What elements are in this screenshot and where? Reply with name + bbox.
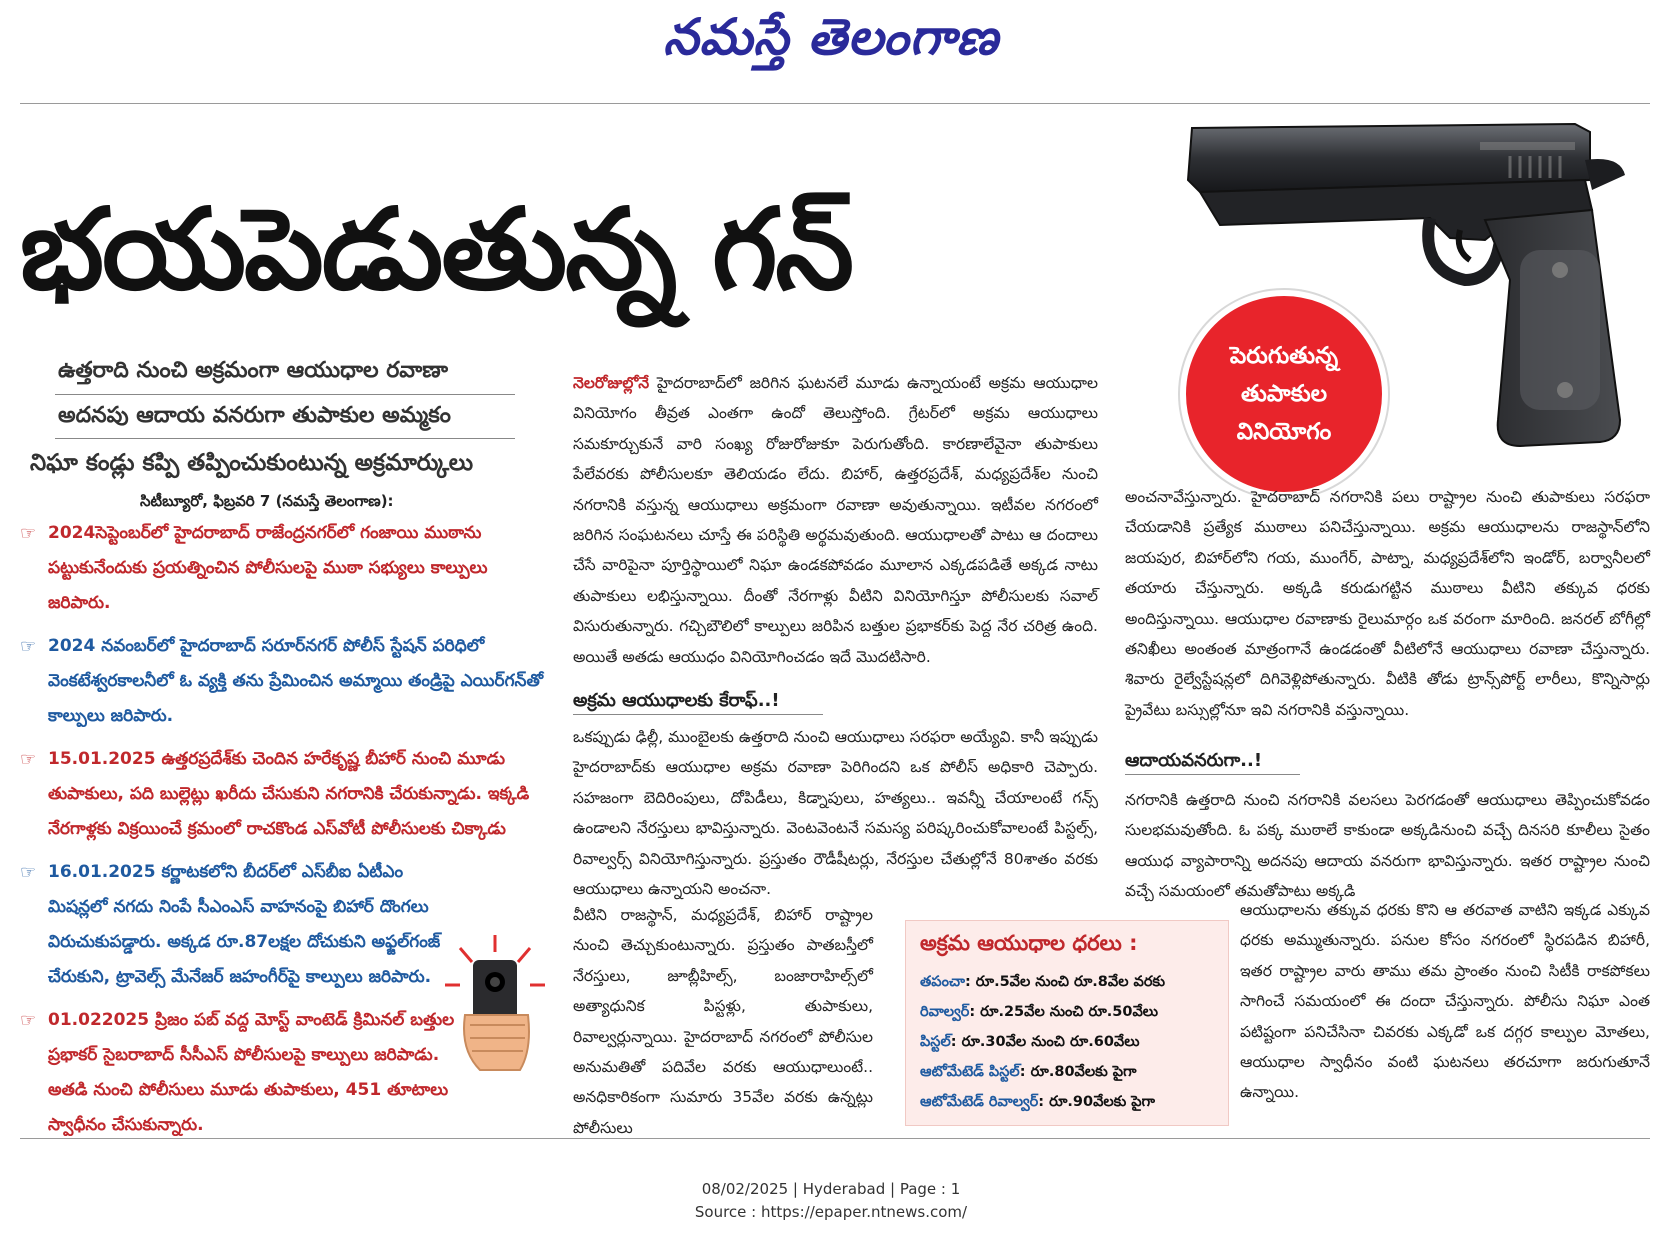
article-column-3: అంచనావేస్తున్నారు. హైదరాబాద్ నగరానికి పలు రాష్ట్రాల నుంచి తుపాకులు సరఫరా చేయడానికి ప్రత్యేక ముఠాలు పనిచేస్తున్నాయి. అక్రమ ఆయుధాలను రాజస్థాన్‌లోని జయపుర, బిహార్‌లోని గయ, ముంగేర్, పాట్నా, మధ్యప్రదేశ్‌లోని ఇండోర్, బర్వానీలలో తయారు చేస్తున్నారు. అక్కడి కరుడుగట్టిన ముఠాలు వీటిని తక్కువ ధరకు అందిస్తున్నాయి. ఆయుధాల రవాణాకు రైలుమార్గం ఒక వరంగా మారింది. జనరల్ బోగీల్లో తనిఖీలు అంతంత మాత్రంగానే ఉండడంతో వీటిలోనే ఆయుధాలు రవాణా చేస్తున్నారు. శివారు రైల్వేస్టేషన్లలో దిగివెళ్లిపోతున్నారు. వీటికి తోడు ట్రాన్స్‌పోర్ట్ లారీలు, కొన్నిసార్లు ప్రైవేటు బస్సుల్లోనూ ఇవి నగరానికి వస్తున్నాయి. — [1125, 488, 1650, 719]
incident-text: 2024సెప్టెంబర్‌లో హైదరాబాద్ రాజేంద్రనగర్‌లో గంజాయి ముఠాను పట్టుకునేందుకు ప్రయత్నించిన పోలీసులపై ముఠా సభ్యులు కాల్పులు జరిపారు. — [48, 523, 488, 613]
pointing-hand-icon: ☞ — [20, 636, 37, 657]
badge-line-3: వినియోగం — [1236, 419, 1332, 445]
incident-item — [18, 855, 458, 995]
headline: భయపెడుతున్న గన్ — [20, 185, 852, 315]
subhead-2: అదనపు ఆదాయ వనరుగా తుపాకుల అమ్మకం — [58, 403, 451, 428]
article-body: హైదరాబాద్‌లో జరిగిన ఘటనలే మూడు ఉన్నాయంటే అక్రమ ఆయుధాల వినియోగం తీవ్రత ఎంతగా ఉందో తెలుస్తోంది. గ్రేటర్‌లో అక్రమ ఆయుధాలు సమకూర్చుకునే వారి సంఖ్య రోజురోజుకూ పెరుగుతోంది. కారణాలేవైనా తుపాకులు పేలేవరకు పోలీసులకూ తెలియడం లేదు. బిహార్, ఉత్తరప్రదేశ్, మధ్యప్రదేశ్‌ల నుంచి నగరానికి వస్తున్న ఆయుధాలు అక్రమంగా రవాణా అవుతున్నాయి. ఇటీవల నగరంలో జరిగిన సంఘటనలు చూస్తే ఈ పరిస్థితి అర్థమవుతుంది. ఆయుధాలతో పాటు ఆ దందాలు చేసే వారిపైనా పూర్తిస్థాయిలో నిఘా ఉండకపోవడం మూలాన ఎక్కడపడితే అక్కడ నాటు తుపాకులు లభిస్తున్నాయి. దీంతో నేరగాళ్లు వీటిని వినియోగిస్తూ పోలీసులకు సవాల్ విసురుతున్నారు. గచ్చిబౌలిలో కాల్పులు జరిపిన బత్తుల ప్రభాకర్‌కు పెద్ద నేర చరిత్ర ఉంది. అయితే అతడు ఆయుధం వినియోగించడం ఇదే మొదటిసారి. — [573, 374, 1098, 666]
price-item-name: తపంచా — [920, 974, 965, 990]
price-item-value: : రూ.25వేల నుంచి రూ.50వేలు — [969, 1004, 1159, 1020]
price-item-name: రివాల్వర్ — [920, 1004, 970, 1020]
pointing-hand-icon: ☞ — [20, 1010, 37, 1031]
article-column-3-lower: ఆయుధాలను తక్కువ ధరకు కొని ఆ తరవాత వాటిని ఇక్కడ ఎక్కువ ధరకు అమ్ముతున్నారు. పనుల కోసం నగరంలో స్థిరపడిన బిహారీ, ఇతర రాష్ట్రాల వారు తాము తమ ప్రాంతం నుంచి సిటీకి రాకపోకలు సాగించే సమయంలో ఈ దందా చేస్తున్నారు. పోలీసు నిఘా ఎంత పటిష్టంగా పనిచేసినా చివరకు ఎక్కడో ఒక దగ్గర కాల్పుల మోతలు, ఆయుధాల స్వాధీనం వంటి ఘటనలు తరచూగా జరుగుతూనే ఉన్నాయి. — [1240, 901, 1650, 1102]
subhead-rule-1 — [55, 394, 515, 395]
incident-item — [18, 1003, 458, 1143]
masthead-rule — [20, 103, 1650, 104]
badge-line-2: తుపాకుల — [1241, 381, 1327, 407]
badge-circle — [1180, 290, 1388, 498]
pointing-hand-icon: ☞ — [20, 749, 37, 770]
incident-item — [18, 629, 548, 734]
incident-item — [18, 742, 548, 847]
article-column-2-continued: ఒకప్పుడు ఢిల్లీ, ముంబైలకు ఉత్తరాది నుంచి ఆయుధాలు సరఫరా అయ్యేవి. కానీ ఇప్పుడు హైదరాబాద్‌కు ఆయుధాల అక్రమ రవాణా పెరిగిందని ఒక పోలీస్ అధికారి చెప్పారు. సహజంగా బెదిరింపులు, దోపిడీలు, కిడ్నాపులు, హత్యలు.. ఇవన్నీ చేయాలంటే గన్స్ ఉండాలని నేరస్తులు భావిస్తున్నారు. వెంటవెంటనే సమస్య పరిష్కరించుకోవాలంటే పిస్టల్స్, రివాల్వర్స్ వినియోగిస్తున్నారు. ప్రస్తుతం రౌడీషీటర్లు, నేరస్తుల చేతుల్లోనే 80శాతం వరకు ఆయుధాలు ఉన్నాయని అంచనా. — [573, 728, 1098, 899]
footer-source: Source : https://epaper.ntnews.com/ — [694, 1203, 968, 1221]
weapon-price-box — [905, 920, 1229, 1126]
subhead-3: నిఘా కండ్లు కప్పి తప్పించుకుంటున్న అక్రమార్కులు — [30, 450, 474, 476]
pointing-hand-icon: ☞ — [20, 862, 37, 883]
incident-item — [18, 516, 548, 621]
masthead-logo: నమస్తే తెలంగాణ — [663, 8, 999, 66]
subhead-1: ఉత్తరాది నుంచి అక్రమంగా ఆయుధాల రవాణా — [58, 358, 448, 383]
subhead-rule-2 — [55, 438, 515, 439]
incident-text: 16.01.2025 కర్ణాటకలోని బీదర్‌లో ఎస్‌బీఐ ఏటీఎం మిషన్లలో నగదు నింపే సీఎంఎస్ వాహనంపై బిహార్ దొంగలు విరుచుకుపడ్డారు. అక్కడ రూ.87లక్షల దోచుకుని అఫ్జల్‌గంజ్ చేరుకుని, ట్రావెల్స్ మేనేజర్ జహంగీర్‌పై కాల్పులు జరిపారు. — [48, 862, 441, 987]
price-row — [920, 1027, 1228, 1057]
footer-edition-info: 08/02/2025 | Hyderabad | Page : 1 — [701, 1180, 961, 1198]
price-row — [920, 1087, 1228, 1117]
article-column-2-lower: వీటిని రాజస్థాన్, మధ్యప్రదేశ్, బిహార్ రాష్ట్రాల నుంచి తెచ్చుకుంటున్నారు. ప్రస్తుతం పాతబస్తీలో నేరస్తులు, జూబ్లీహిల్స్, బంజారాహిల్స్‌లో అత్యాధునిక పిస్టళ్లు, తుపాకులు, రివాల్వర్లున్నాయి. హైదరాబాద్ నగరంలో పోలీసుల అనుమతితో పదివేల వరకు ఆయుధాలుంటే.. అనధికారికంగా సుమారు 35వేల వరకు ఉన్నట్లు పోలీసులు — [573, 906, 873, 1137]
price-item-name: ఆటోమేటెడ్ రివాల్వర్ — [920, 1094, 1039, 1110]
price-item-value: : రూ.30వేల నుంచి రూ.60వేలు — [950, 1034, 1140, 1050]
incident-text: 2024 నవంబర్‌లో హైదరాబాద్ సరూర్‌నగర్ పోలీస్ స్టేషన్ పరిధిలో వెంకటేశ్వరకాలనీలో ఓ వ్యక్తి తను ప్రేమించిన అమ్మాయి తండ్రిపై ఎయిర్‌గన్‌తో కాల్పులు జరిపారు. — [48, 636, 544, 726]
price-row — [920, 967, 1228, 997]
dateline: సిటీబ్యూరో, ఫిబ్రవరి 7 (నమస్తే తెలంగాణ): — [140, 492, 394, 510]
price-item-value: : రూ.80వేలకు పైగా — [1019, 1064, 1137, 1080]
incident-text: 15.01.2025 ఉత్తరప్రదేశ్‌కు చెందిన హరేకృష్ణ బీహార్ నుంచి మూడు తుపాకులు, పది బుల్లెట్లు ఖరీదు చేసుకుని నగరానికి చేరుకున్నాడు. ఇక్కడి నేరగాళ్లకు విక్రయించే క్రమంలో రాచకొండ ఎస్‌వోటీ పోలీసులకు చిక్కాడు — [48, 749, 530, 839]
price-row — [920, 997, 1228, 1027]
crosshead-income-source: ఆదాయవనరుగా..! — [1125, 750, 1263, 771]
article-column-3-continued: నగరానికి ఉత్తరాది నుంచి నగరానికి వలసలు పెరగడంతో ఆయుధాలు తెప్పించుకోవడం సులభమవుతోంది. ఓ పక్క ముఠాలే కాకుండా అక్కడినుంచి వచ్చే దినసరి కూలీలు సైతం ఆయుధ వ్యాపారాన్ని అదనపు ఆదాయ వనరుగా భావిస్తున్నారు. ఇతర రాష్ట్రాల నుంచి వచ్చే సమయంలో తమతోపాటు అక్కడి — [1125, 791, 1650, 901]
price-item-value: : రూ.5వేల నుంచి రూ.8వేల వరకు — [964, 974, 1166, 990]
crosshead-illegal-weapons: అక్రమ ఆయుధాలకు కేరాఫ్..! — [573, 690, 780, 711]
article-column-2 — [573, 368, 1098, 672]
pointing-hand-icon: ☞ — [20, 523, 37, 544]
price-item-value: : రూ.90వేలకు పైగా — [1038, 1094, 1155, 1110]
incident-text: 01.022025 ప్రిజం పబ్ వద్ద మోస్ట్ వాంటెడ్ క్రిమినల్ బత్తుల ప్రభాకర్ సైబరాబాద్ సీసీఎస్ పోలీసులపై కాల్పులు జరిపాడు. అతడి నుంచి పోలీసులు మూడు తుపాకులు, 451 తూటాలు స్వాధీనం చేసుకున్నారు. — [48, 1010, 455, 1135]
price-item-name: ఆటోమేటెడ్ పిస్టల్ — [920, 1064, 1020, 1080]
page-bottom-rule — [20, 1138, 1650, 1139]
price-row — [920, 1057, 1228, 1087]
hand-with-gun-illustration — [440, 930, 550, 1080]
crosshead-rule — [573, 714, 823, 715]
badge-line-1: పెరుగుతున్న — [1229, 343, 1339, 369]
article-kicker: నెలరోజుల్లోనే — [573, 374, 650, 392]
price-box-title: అక్రమ ఆయుధాల ధరలు : — [920, 931, 1138, 955]
crosshead-rule — [1125, 774, 1300, 775]
price-item-name: పిస్టల్ — [920, 1034, 951, 1050]
